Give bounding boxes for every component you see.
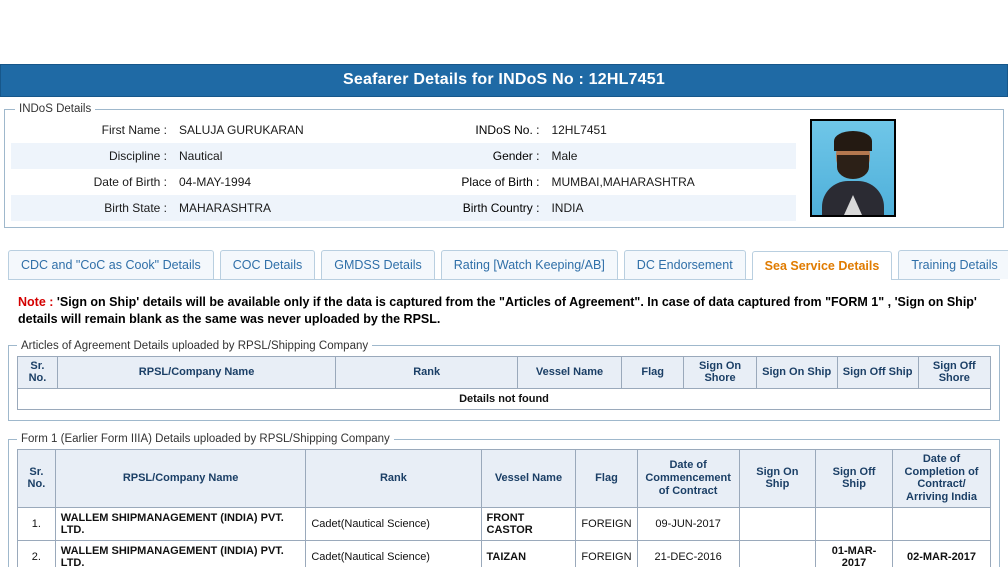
tab-coc-details[interactable]: COC Details <box>220 250 315 279</box>
cell-sign-on-ship <box>739 507 815 540</box>
col-sign-off-ship: Sign Off Ship <box>816 450 893 508</box>
table-row <box>18 540 991 567</box>
table-row <box>11 169 796 195</box>
tab-gmdss-details[interactable]: GMDSS Details <box>321 250 435 279</box>
cell-rank: Cadet(Nautical Science) <box>306 507 481 540</box>
date-of-birth-label: Date of Birth : <box>93 175 167 189</box>
table-header <box>18 450 991 508</box>
table-row <box>11 117 796 143</box>
col-rank: Rank <box>336 356 518 388</box>
col-rank: Rank <box>306 450 481 508</box>
gender-value: Male <box>545 143 796 169</box>
date-of-birth-value: 04-MAY-1994 <box>179 175 252 189</box>
table-row <box>11 195 796 221</box>
table-header <box>18 356 991 388</box>
col-date-of-commencement: Date of Commencement of Contract <box>637 450 739 508</box>
note-label: Note : <box>18 295 54 309</box>
top-blank-area <box>0 0 1008 64</box>
photo-beard-shape <box>837 155 869 179</box>
tab-dc-endorsement[interactable]: DC Endorsement <box>624 250 746 279</box>
col-flag: Flag <box>576 450 637 508</box>
col-company-name: RPSL/Company Name <box>55 450 306 508</box>
first-name-value: SALUJA GURUKARAN <box>179 123 304 137</box>
indos-details-section <box>4 103 1004 228</box>
cell-company-name: WALLEM SHIPMANAGEMENT (INDIA) PVT. LTD. <box>55 507 306 540</box>
tab-rating-watch-keeping[interactable]: Rating [Watch Keeping/AB] <box>441 250 618 279</box>
tab-bar <box>8 250 1000 280</box>
discipline-label: Discipline : <box>11 143 173 169</box>
tab-cdc-coc-as-cook[interactable]: CDC and "CoC as Cook" Details <box>8 250 214 279</box>
note-text <box>18 294 990 328</box>
cell-vessel-name: FRONT CASTOR <box>481 507 576 540</box>
form1-section <box>8 433 1000 567</box>
tab-sea-service-details[interactable]: Sea Service Details <box>752 251 893 280</box>
col-sr-no: Sr. No. <box>18 450 56 508</box>
col-sign-off-ship: Sign Off Ship <box>837 356 918 388</box>
birth-country-value: INDIA <box>545 195 796 221</box>
table-body <box>18 389 991 410</box>
table-row <box>18 450 991 508</box>
col-sign-on-ship: Sign On Ship <box>739 450 815 508</box>
first-name-label: First Name : <box>101 123 167 137</box>
cell-flag: FOREIGN <box>576 507 637 540</box>
col-date-of-completion: Date of Completion of Contract/ Arriving India <box>893 450 991 508</box>
cell-sr-no: 1. <box>18 507 56 540</box>
col-vessel-name: Vessel Name <box>481 450 576 508</box>
cell-commencement-date: 09-JUN-2017 <box>637 507 739 540</box>
birth-state-value: MAHARASHTRA <box>173 195 393 221</box>
col-sign-on-shore: Sign On Shore <box>684 356 756 388</box>
photo-hair-shape <box>834 131 872 151</box>
cell-completion-date: 02-MAR-2017 <box>893 540 991 567</box>
col-vessel-name: Vessel Name <box>518 356 622 388</box>
col-sign-on-ship: Sign On Ship <box>756 356 837 388</box>
col-sr-no: Sr. No. <box>18 356 58 388</box>
table-body <box>18 507 991 567</box>
cell-flag: FOREIGN <box>576 540 637 567</box>
gender-label: Gender : <box>393 143 545 169</box>
tab-training-details[interactable]: Training Details <box>898 250 1008 279</box>
table-row <box>18 389 991 410</box>
col-flag: Flag <box>621 356 683 388</box>
cell-sign-on-ship <box>739 540 815 567</box>
cell-completion-date <box>893 507 991 540</box>
articles-empty-message: Details not found <box>18 389 991 410</box>
birth-country-label: Birth Country : <box>393 195 545 221</box>
cell-rank: Cadet(Nautical Science) <box>306 540 481 567</box>
place-of-birth-value: MUMBAI,MAHARASHTRA <box>551 175 695 189</box>
cell-vessel-name: TAIZAN <box>481 540 576 567</box>
indos-no-value: 12HL7451 <box>551 123 607 137</box>
seafarer-photo <box>810 119 896 217</box>
indos-details-content <box>11 117 997 221</box>
note-body: 'Sign on Ship' details will be available only if the data is captured from the "Articles of Agreement". In case of data captured from "FORM 1" , 'Sign on Ship' details will remain blank as the same was never uploaded by the RPSL. <box>18 295 977 326</box>
place-of-birth-label: Place of Birth : <box>461 175 540 189</box>
articles-of-agreement-table <box>17 356 991 410</box>
cell-commencement-date: 21-DEC-2016 <box>637 540 739 567</box>
cell-company-name: WALLEM SHIPMANAGEMENT (INDIA) PVT. LTD. <box>55 540 306 567</box>
discipline-value: Nautical <box>173 143 393 169</box>
table-row <box>18 507 991 540</box>
table-row <box>11 143 796 169</box>
col-sign-off-shore: Sign Off Shore <box>918 356 990 388</box>
cell-sign-off-ship: 01-MAR-2017 <box>816 540 893 567</box>
indos-details-legend: INDoS Details <box>19 103 92 115</box>
cell-sr-no: 2. <box>18 540 56 567</box>
birth-state-label: Birth State : <box>11 195 173 221</box>
indos-details-table <box>11 117 796 221</box>
form1-legend: Form 1 (Earlier Form IIIA) Details uploaded by RPSL/Shipping Company <box>21 433 390 446</box>
table-row <box>18 356 991 388</box>
col-company-name: RPSL/Company Name <box>57 356 335 388</box>
page-title: Seafarer Details for INDoS No : 12HL7451 <box>0 64 1008 97</box>
articles-of-agreement-legend: Articles of Agreement Details uploaded by RPSL/Shipping Company <box>21 339 369 352</box>
indos-no-label: INDoS No. : <box>475 123 540 137</box>
cell-sign-off-ship <box>816 507 893 540</box>
form1-table <box>17 449 991 567</box>
articles-of-agreement-section <box>8 340 1000 421</box>
